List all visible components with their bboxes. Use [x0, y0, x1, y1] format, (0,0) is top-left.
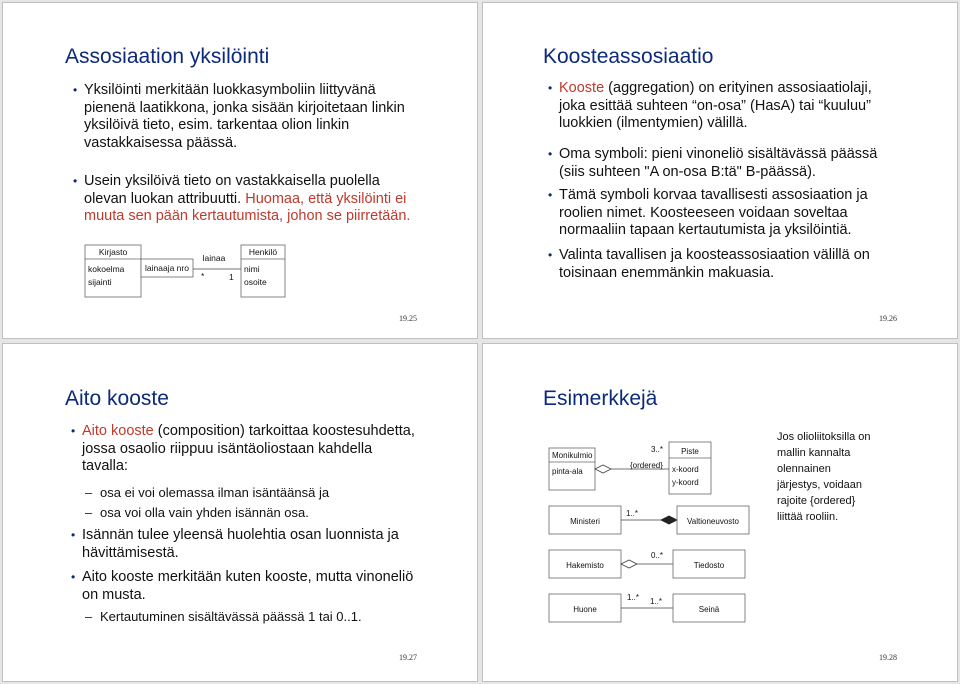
sub-bullet-2: – osa voi olla vain yhden isännän osa. — [85, 505, 309, 520]
qualifier-label: lainaaja nro — [145, 263, 189, 273]
class-name-tiedosto: Tiedosto — [693, 561, 725, 570]
bullet-marker: • — [548, 81, 553, 95]
slide-number: 19.25 — [399, 314, 417, 323]
dash-marker: – — [85, 505, 93, 520]
slide-assosiaation-yksilointi — [2, 2, 478, 339]
highlighted-term: Aito kooste — [82, 423, 154, 439]
bullet-marker: • — [548, 188, 553, 202]
class-name-ministeri: Ministeri — [570, 517, 600, 526]
multiplicity-left: * — [201, 271, 205, 281]
composition-diamond — [661, 516, 677, 524]
bullet-marker: • — [71, 528, 76, 542]
slide-title: Aito kooste — [65, 387, 169, 410]
sub-bullet-1: – osa ei voi olemassa ilman isäntäänsä ja — [85, 485, 330, 500]
class-name-huone: Huone — [573, 605, 597, 614]
bullet-2: • Usein yksilöivä tieto on vastakkaisella puolella olevan luokan attribuutti. Huomaa, että yksilöinti ei muuta sen pään kertautumista, johon se piirretään. — [73, 173, 411, 224]
multiplicity-h1: 1..* — [627, 593, 640, 602]
bullet-1: • Yksilöinti merkitään luokkasymboliin liittyvänä pienenä laatikkona, jonka sisään kirjoitetaan linkin yksilöivä tieto, esim. tarkentaa olion linkin vastakkaisessa päässä. — [73, 82, 405, 151]
class-name-hakemisto: Hakemisto — [566, 561, 604, 570]
multiplicity-0: 0..* — [651, 551, 664, 560]
association-name: lainaa — [202, 253, 226, 263]
bullet-2: • Isännän tulee yleensä huolehtia osan luonnista ja hävittämisestä. — [71, 527, 399, 561]
bullet-marker: • — [73, 83, 78, 97]
slide-title: Assosiaation yksilöinti — [65, 45, 270, 68]
aggregation-diamond — [621, 560, 637, 568]
class-name-seina: Seinä — [698, 605, 720, 614]
dash-marker: – — [85, 485, 93, 500]
attr-osoite: osoite — [244, 277, 267, 287]
attr-pinta-ala: pinta-ala — [552, 467, 583, 476]
slide-koosteassosiaatio — [482, 2, 958, 339]
multiplicity-1: 1..* — [626, 509, 639, 518]
aggregation-examples-diagram — [483, 432, 783, 682]
bullet-marker: • — [71, 570, 76, 584]
slide-number: 19.28 — [879, 653, 897, 662]
note-text: Jos olioliitoksilla on mallin kannalta olennainen järjestys, voidaan rajoite {ordered} liittää rooliin. — [777, 431, 871, 523]
attr-sijainti: sijainti — [88, 277, 112, 287]
slide-title: Koosteassosiaatio — [543, 45, 714, 68]
ordered-constraint: {ordered} — [630, 461, 663, 470]
multiplicity-3: 3..* — [651, 445, 664, 454]
bullet-3: • Tämä symboli korvaa tavallisesti assosiaation ja roolien nimet. Koosteeseen voidaan soveltaa normaaliin tapaan kertautumista ja yksilöintiä. — [548, 187, 868, 238]
multiplicity-right: 1 — [229, 272, 234, 282]
bullet-marker: • — [71, 424, 76, 438]
attr-x-koord: x-koord — [672, 465, 699, 474]
attr-kokoelma: kokoelma — [88, 264, 125, 274]
highlighted-term: Kooste — [559, 80, 605, 96]
bullet-marker: • — [548, 248, 553, 262]
slide-aito-kooste — [2, 343, 478, 682]
class-name-valtioneuvosto: Valtioneuvosto — [687, 517, 739, 526]
slide-title: Esimerkkejä — [543, 387, 658, 410]
class-name-kirjasto: Kirjasto — [98, 247, 128, 257]
slide-number: 19.27 — [399, 653, 417, 662]
slide-esimerkkeja — [482, 343, 958, 682]
attr-nimi: nimi — [244, 264, 260, 274]
sub-bullet-3: – Kertautuminen sisältävässä päässä 1 tai 0..1. — [85, 609, 362, 624]
bullet-4: • Valinta tavallisen ja koosteassosiaation välillä on toisinaan enemmänkin makuasia. — [548, 247, 870, 281]
multiplicity-h2: 1..* — [650, 597, 663, 606]
highlighted-text: Huomaa, että yksilöinti ei muuta sen pään kertautumista, johon se piirretään. — [84, 190, 411, 224]
attr-y-koord: y-koord — [672, 478, 699, 487]
aggregation-diamond — [595, 465, 611, 473]
bullet-marker: • — [73, 174, 78, 188]
dash-marker: – — [85, 609, 93, 624]
class-name-monikulmio: Monikulmio — [552, 451, 593, 460]
bullet-2: • Oma symboli: pieni vinoneliö sisältävässä päässä (siis suhteen "A on-osa B:tä" B-päässä). — [548, 146, 878, 180]
bullet-marker: • — [548, 147, 553, 161]
class-name-henkilo: Henkilö — [248, 247, 278, 257]
slide-number: 19.26 — [879, 314, 897, 323]
bullet-1: • Aito kooste (composition) tarkoittaa koostesuhdetta, jossa osaolio riippuu isäntäoliostaan kahdella tavalla: — [71, 423, 415, 474]
bullet-1: • Kooste (aggregation) on erityinen assosiaatiolaji, joka esittää suhteen “on-osa” (HasA) tai “kuuluu” luokkien (ilmentymien) välillä. — [548, 80, 872, 131]
bullet-3: • Aito kooste merkitään kuten kooste, mutta vinoneliö on musta. — [71, 569, 414, 603]
qualified-association-diagram — [3, 239, 479, 339]
class-name-piste: Piste — [681, 447, 699, 456]
